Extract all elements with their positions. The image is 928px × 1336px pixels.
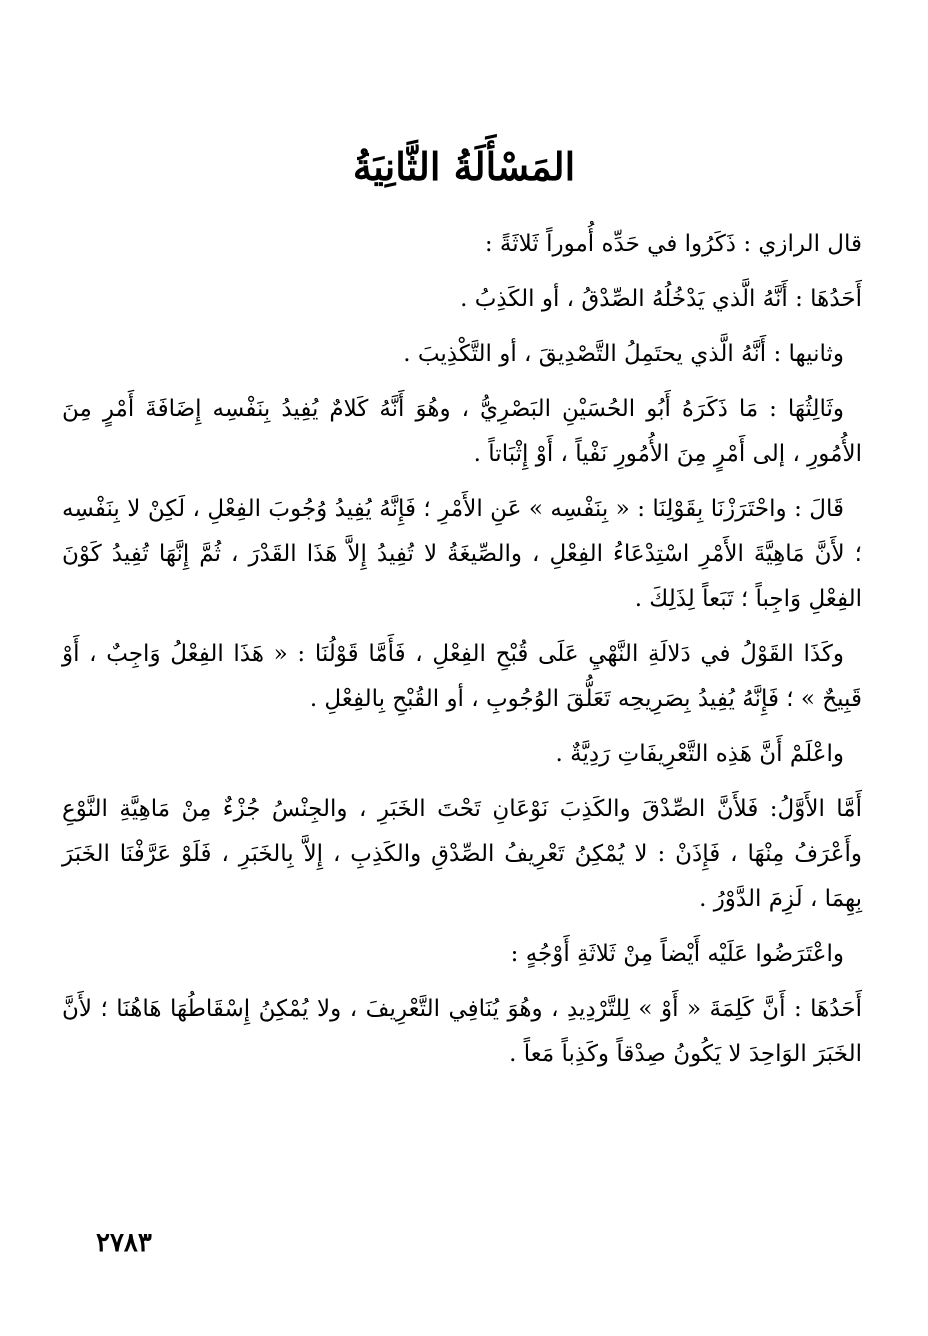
paragraph-first-objection: أَمَّا الأَوَّلُ: فَلأَنَّ الصِّدْقَ والكَذِبَ نَوْعَانِ تَحْتَ الخَبَرِ ، والجِنْسُ جُزْءٌ مِنْ مَاهِيَّةِ النَّوْعِ وأَعْرَفُ مِنْهَا ، فَإِذَنْ : لا يُمْكِنُ تَعْرِيفُ الصِّدْقِ والكَذِبِ ، إِلاَّ بِالخَبَرِ ، فَلَوْ عَرَّفْنَا الخَبَرَ بِهِمَا ، لَزِمَ الدَّوْرُ . bbox=[62, 796, 862, 912]
paragraph-qualification: قَالَ : واحْتَرَزْنَا بِقَوْلِنَا : « بِنَفْسِه » عَنِ الأَمْرِ ؛ فَإِنَّهُ يُفِيدُ وُجُوبَ الفِعْلِ ، لَكِنْ لا بِنَفْسِه ؛ لأَنَّ مَاهِيَّةَ الأَمْرِ اسْتِدْعَاءُ الفِعْلِ ، والصِّيغَةُ لا تُفِيدُ إِلاَّ هَذَا القَدْرَ ، ثُمَّ إِنَّهَا تُفِيدُ كَوْنَ الفِعْلِ وَاجِباً ؛ تَبَعاً لِذَلِكَ . bbox=[62, 496, 862, 612]
paragraph-critique: واعْلَمْ أَنَّ هَذِه التَّعْرِيفَاتِ رَدِيَّةٌ . bbox=[555, 741, 844, 767]
paragraph-prohibition: وكَذَا القَوْلُ في دَلالَةِ النَّهْيِ عَلَى قُبْحِ الفِعْلِ ، فَأَمَّا قَوْلُنَا : « هَذَا الفِعْلُ وَاجِبٌ ، أَوْ قَبِيحٌ » ؛ فَإِنَّهُ يُفِيدُ بِصَرِيحِه تَعَلُّقَ الوُجُوبِ ، أو القُبْحِ بِالفِعْلِ . bbox=[62, 641, 862, 712]
paragraph-first-aspect: أَحَدُهَا : أَنَّ كَلِمَةَ « أَوْ » لِلتَّرْدِيدِ ، وهُوَ يُنَافِي التَّعْرِيفَ ، ولا يُمْكِنُ إِسْقَاطُهَا هَاهُنَا ؛ لأَنَّ الخَبَرَ الوَاحِدَ لا يَكُونُ صِدْقاً وكَذِباً مَعاً . bbox=[62, 996, 862, 1067]
paragraph-intro: قال الرازي : ذَكَرُوا في حَدِّه أُموراً ثَلاثَةً : bbox=[484, 231, 862, 257]
paragraph-third-definition: وثَالِثُهَا : مَا ذَكَرَهُ أَبُو الحُسَيْنِ البَصْرِيُّ ، وهُوَ أَنَّهُ كَلامٌ يُفِيدُ بِنَفْسِه إِضَافَةَ أَمْرٍ مِنَ الأُمُورِ ، إلى أَمْرٍ مِنَ الأُمُورِ نَفْياً ، أَوْ إِثْبَاتاً . bbox=[62, 396, 862, 467]
paragraph-second-definition: وثانيها : أَنَّهُ الَّذي يحتَمِلُ التَّصْدِيقَ ، أو التَّكْذِيبَ . bbox=[403, 341, 844, 367]
text-body bbox=[62, 222, 862, 1087]
section-title: المَسْأَلَةُ الثَّانِيَةُ bbox=[352, 144, 576, 189]
page-number: ٢٧٨٣ bbox=[96, 1228, 152, 1258]
paragraph-first-definition: أَحَدُهَا : أَنَّهُ الَّذي يَدْخُلُهُ الصِّدْقُ ، أو الكَذِبُ . bbox=[460, 286, 862, 312]
paragraph-three-aspects: واعْتَرَضُوا عَلَيْه أَيْضاً مِنْ ثَلاثَةِ أَوْجُهٍ : bbox=[510, 941, 844, 967]
